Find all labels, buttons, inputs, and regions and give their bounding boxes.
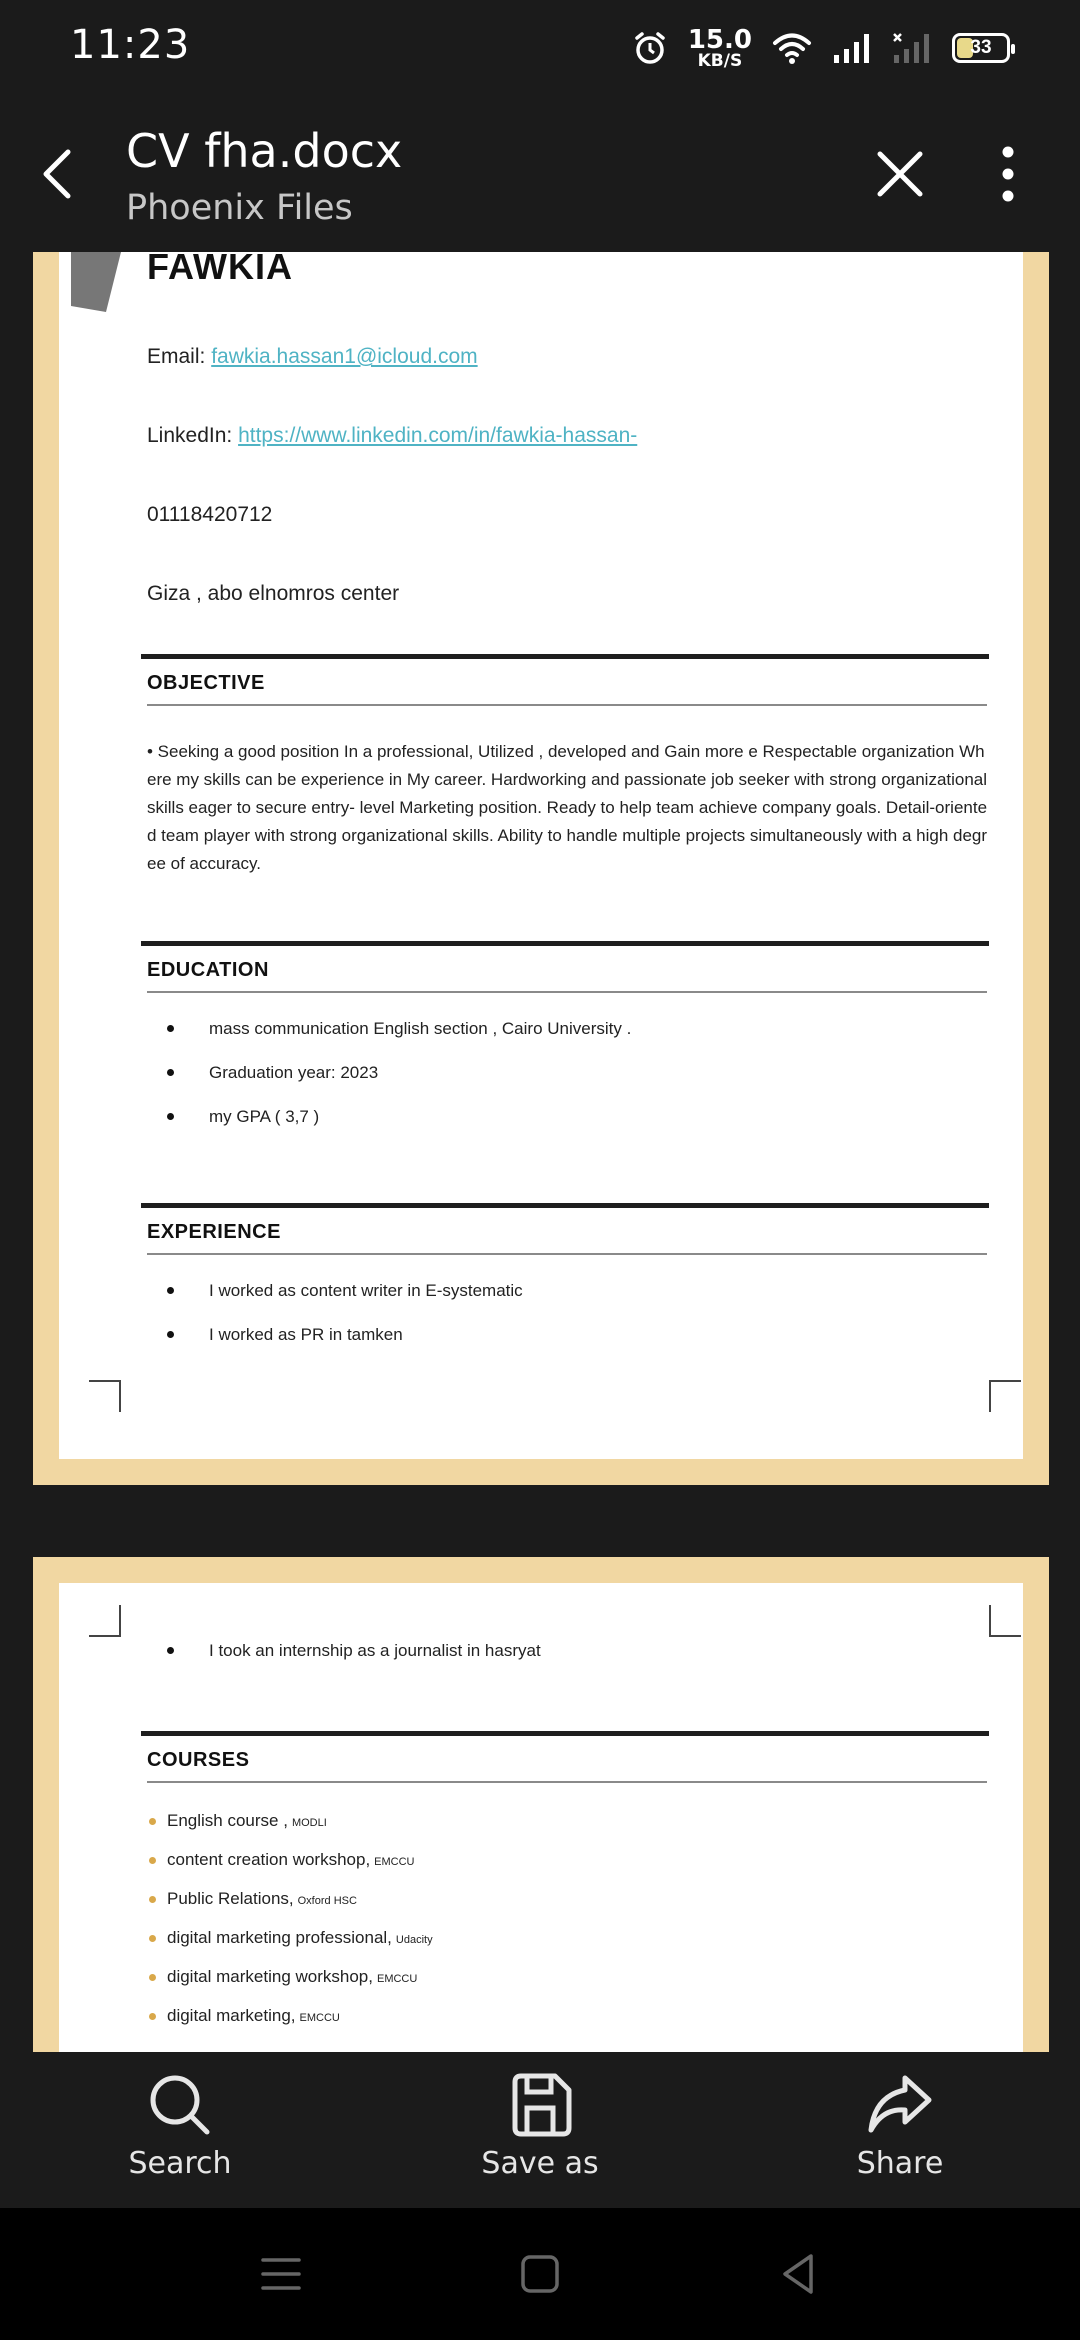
list-item: I took an internship as a journalist in hasryat [163,1629,541,1673]
net-speed [687,24,752,71]
course-name: digital marketing workshop, [167,1966,373,1986]
list-item: Graduation year: 2023 [163,1051,631,1095]
net-speed-value: 15.0 [687,24,752,55]
course-name: digital marketing, [167,2005,296,2025]
signal-icon [832,31,872,65]
course-provider: Udacity [395,1933,433,1946]
share-button[interactable] [720,2052,1080,2208]
document-page-1 [33,252,1049,1485]
course-item [147,1996,433,2035]
phone-number: 01118420712 [147,503,273,526]
linkedin-link[interactable]: https://www.linkedin.com/in/fawkia-hassan- [238,424,638,447]
course-name: digital marketing professional, [167,1927,392,1947]
list-item: my GPA ( 3,7 ) [163,1095,631,1139]
email-link[interactable]: fawkia.hassan1@icloud.com [211,345,478,368]
email-label: Email: [147,345,212,368]
document-title: CV fha.docx [126,124,403,178]
page-corner-mark [89,1605,121,1637]
system-navigation-bar [0,2208,1080,2340]
linkedin-line [147,424,637,448]
course-item [147,1879,433,1918]
more-options-icon[interactable] [984,142,1032,206]
email-line [147,345,478,369]
search-button[interactable] [0,2052,360,2208]
save-as-button[interactable] [360,2052,720,2208]
save-icon [505,2070,575,2140]
app-bar [0,96,1080,252]
signal-no-service-icon [892,31,932,65]
objective-heading: OBJECTIVE [147,672,265,694]
net-speed-unit: KB/S [697,50,743,71]
page-content [59,1583,1023,2052]
status-time: 11:23 [70,22,191,68]
share-icon [865,2070,935,2140]
document-viewer[interactable] [0,252,1080,2052]
wifi-icon [772,31,812,65]
course-item [147,1957,433,1996]
home-icon[interactable] [512,2246,568,2302]
list-item: I worked as content writer in E-systematic [163,1269,523,1313]
page-corner-mark [989,1380,1021,1412]
experience-heading: EXPERIENCE [147,1221,281,1243]
back-icon[interactable] [771,2246,827,2302]
experience-list-continued [163,1629,541,1673]
status-bar [0,0,1080,96]
section-divider [141,654,989,659]
alarm-icon [632,30,668,66]
course-name: English course , [167,1810,288,1830]
search-label: Search [128,2146,232,2181]
courses-heading: COURSES [147,1749,250,1771]
back-arrow-icon[interactable] [28,142,92,206]
candidate-name: FAWKIA [147,252,293,287]
battery-level: 33 [970,37,992,58]
course-provider: EMCCU [376,1972,418,1985]
course-provider: EMCCU [299,2011,340,2024]
education-list [163,1007,631,1139]
address: Giza , abo elnomros center [147,582,400,605]
save-as-label: Save as [481,2146,599,2181]
document-page-2 [33,1557,1049,2052]
section-underline [147,991,987,993]
course-item [147,1918,433,1957]
course-item [147,1840,433,1879]
page-content [59,252,1023,1459]
header-ribbon-shape [71,252,121,312]
section-divider [141,1203,989,1208]
education-heading: EDUCATION [147,959,269,981]
list-item: mass communication English section , Cairo University . [163,1007,631,1051]
course-name: content creation workshop, [167,1849,371,1869]
bottom-toolbar [0,2052,1080,2208]
course-provider: Oxford HSC [297,1894,357,1907]
experience-list [163,1269,523,1357]
close-icon[interactable] [868,142,932,206]
course-provider: EMCCU [374,1855,415,1868]
page-corner-mark [989,1605,1021,1637]
section-underline [147,704,987,706]
objective-text: • Seeking a good position In a professional, Utilized , developed and Gain more e Respectable organization Where my skills can be experience in My career. Hardworking and passionate job seeker with strong organizational skills eager to secure entry- level Marketing position. Ready to help team achieve company goals. Detail-oriented team player with strong organizational skills. Ability to handle multiple projects simultaneously with a high degree of accuracy. [147,742,988,873]
section-underline [147,1781,987,1783]
course-name: Public Relations, [167,1888,294,1908]
section-divider [141,941,989,946]
page-corner-mark [89,1380,121,1412]
search-icon [145,2070,215,2140]
list-item: I worked as PR in tamken [163,1313,523,1357]
courses-list [147,1801,433,2035]
battery-indicator [952,33,1010,63]
status-icons [632,26,1010,70]
share-label: Share [856,2146,944,2181]
section-divider [141,1731,989,1736]
app-subtitle: Phoenix Files [126,188,353,228]
course-provider: MODLI [291,1816,327,1829]
menu-icon[interactable] [253,2246,309,2302]
course-item [147,1801,433,1840]
section-underline [147,1253,987,1255]
linkedin-label: LinkedIn: [147,424,239,447]
